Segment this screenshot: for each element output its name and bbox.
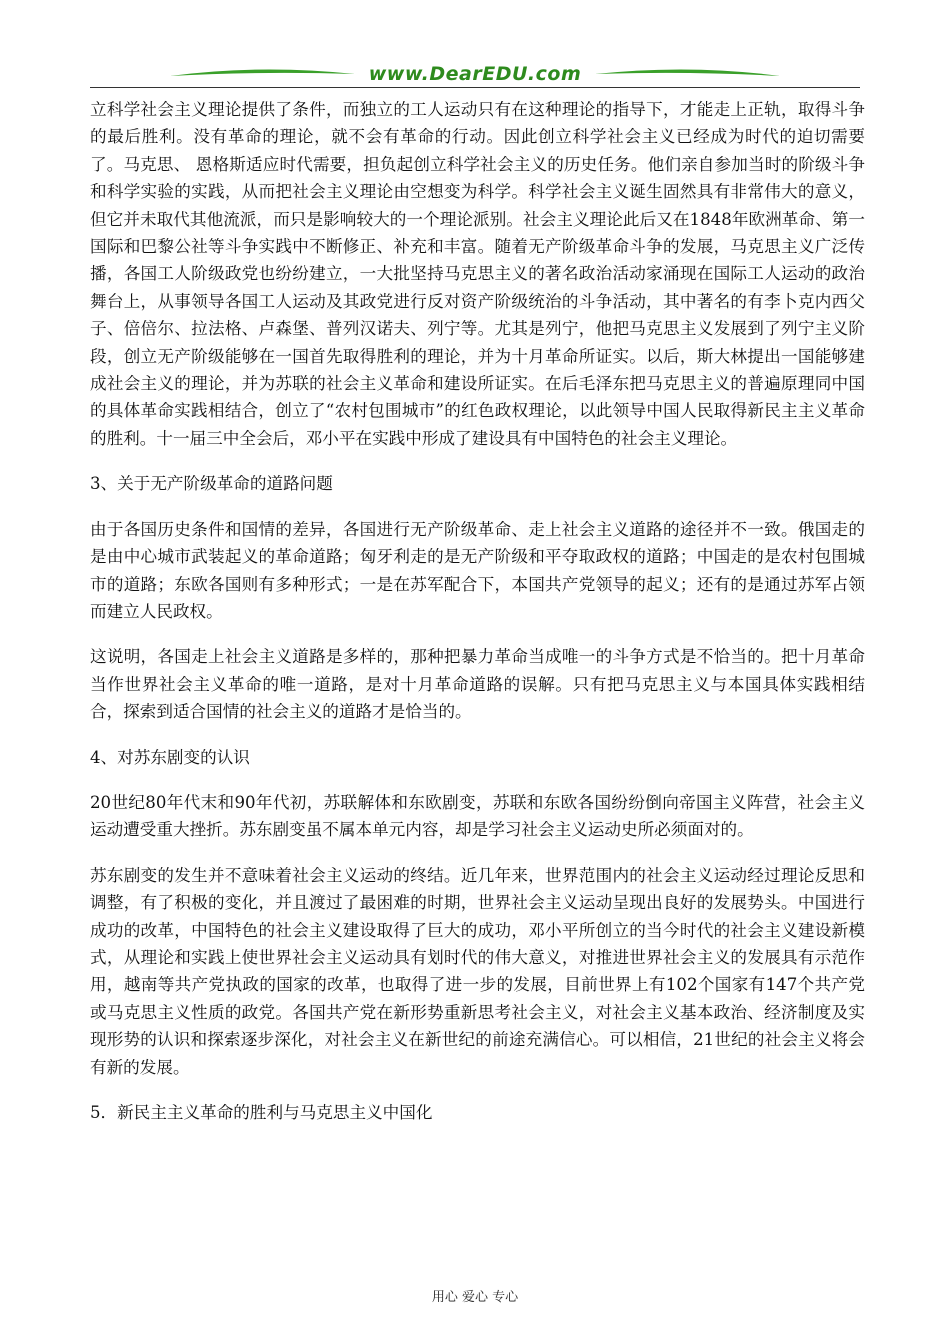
section-heading: 4、对苏东剧变的认识 [90, 747, 250, 767]
body-paragraph: 20世纪80年代末和90年代初，苏联解体和东欧剧变，苏联和东欧各国纷纷倒向帝国主义阵营，社会主义运动遭受重大挫折。苏东剧变虽不属本单元内容，却是学习社会主义运动史所必须面对的。 [90, 792, 865, 840]
document-body [90, 96, 865, 1126]
header-divider [90, 87, 860, 88]
site-name[interactable]: www.DearEDU.com [368, 63, 582, 85]
section-heading: 5．新民主主义革命的胜利与马克思主义中国化 [90, 1103, 433, 1122]
body-paragraph: 立科学社会主义理论提供了条件，而独立的工人运动只有在这种理论的指导下，才能走上正轨，取得斗争的最后胜利。没有革命的理论，就不会有革命的行动。因此创立科学社会主义已经成为时代的迫切需要了。马克思、 恩格斯适应时代需要，担负起创立科学社会主义的历史任务。他们亲自参加当时的阶级斗争和科学实验的实践，从而把社会主义理论由空想变为科学。科学社会主义诞生固然具有非常伟大的意义，但它并未取代其他流派，而只是影响较大的一个理论派别。社会主义理论此后又在1848年欧洲革命、第一国际和巴黎公社等斗争实践中不断修正、补充和丰富。随着无产阶级革命斗争的发展，马克思主义广泛传播，各国工人阶级政党也纷纷建立，一大批坚持马克思主义的著名政治活动家涌现在国际工人运动的政治舞台上，从事领导各国工人运动及其政党进行反对资产阶级统治的斗争活动，其中著名的有李卜克内西父子、倍倍尔、拉法格、卢森堡、普列汉诺夫、列宁等。尤其是列宁，他把马克思主义发展到了列宁主义阶段，创立无产阶级能够在一国首先取得胜利的理论，并为十月革命所证实。以后，斯大林提出一国能够建成社会主义的理论，并为苏联的社会主义革命和建设所证实。在后毛泽东把马克思主义的普遍原理同中国的具体革命实践相结合，创立了“农村包围城市”的红色政权理论，以此领导中国人民取得新民主主义革命的胜利。十一届三中全会后，邓小平在实践中形成了建设具有中国特色的社会主义理论。 [90, 100, 865, 448]
body-paragraph: 这说明，各国走上社会主义道路是多样的，那种把暴力革命当成唯一的斗争方式是不恰当的。把十月革命当作世界社会主义革命的唯一道路，是对十月革命道路的误解。只有把马克思主义与本国具体实践相结合，探索到适合国情的社会主义的道路才是恰当的。 [90, 647, 865, 722]
body-paragraph: 苏东剧变的发生并不意味着社会主义运动的终结。近几年来，世界范围内的社会主义运动经过理论反思和调整，有了积极的变化，并且渡过了最困难的时期，世界社会主义运动呈现出良好的发展势头。中国进行成功的改革，中国特色的社会主义建设取得了巨大的成功，邓小平所创立的当今时代的社会主义建设新模式，从理论和实践上使世界社会主义运动具有划时代的伟大意义，对推进世界社会主义的发展具有示范作用，越南等共产党执政的国家的改革，也取得了进一步的发展，目前世界上有102个国家有147个共产党或马克思主义性质的政党。各国共产党在新形势重新思考社会主义，对社会主义基本政治、经济制度及实现形势的认识和探索逐步深化，对社会主义在新世纪的前途充满信心。可以相信，21世纪的社会主义将会有新的发展。 [90, 865, 865, 1077]
body-paragraph: 由于各国历史条件和国情的差异，各国进行无产阶级革命、走上社会主义道路的途径并不一致。俄国走的是由中心城市武装起义的革命道路；匈牙利走的是无产阶级和平夺取政权的道路；中国走的是农村包围城市的道路；东欧各国则有多种形式；一是在苏军配合下，本国共产党领导的起义；还有的是通过苏军占领而建立人民政权。 [90, 519, 865, 621]
section-heading: 3、关于无产阶级革命的道路问题 [90, 474, 333, 494]
page-header [90, 62, 860, 92]
page-footer: 用心 爱心 专心 [431, 1290, 519, 1305]
